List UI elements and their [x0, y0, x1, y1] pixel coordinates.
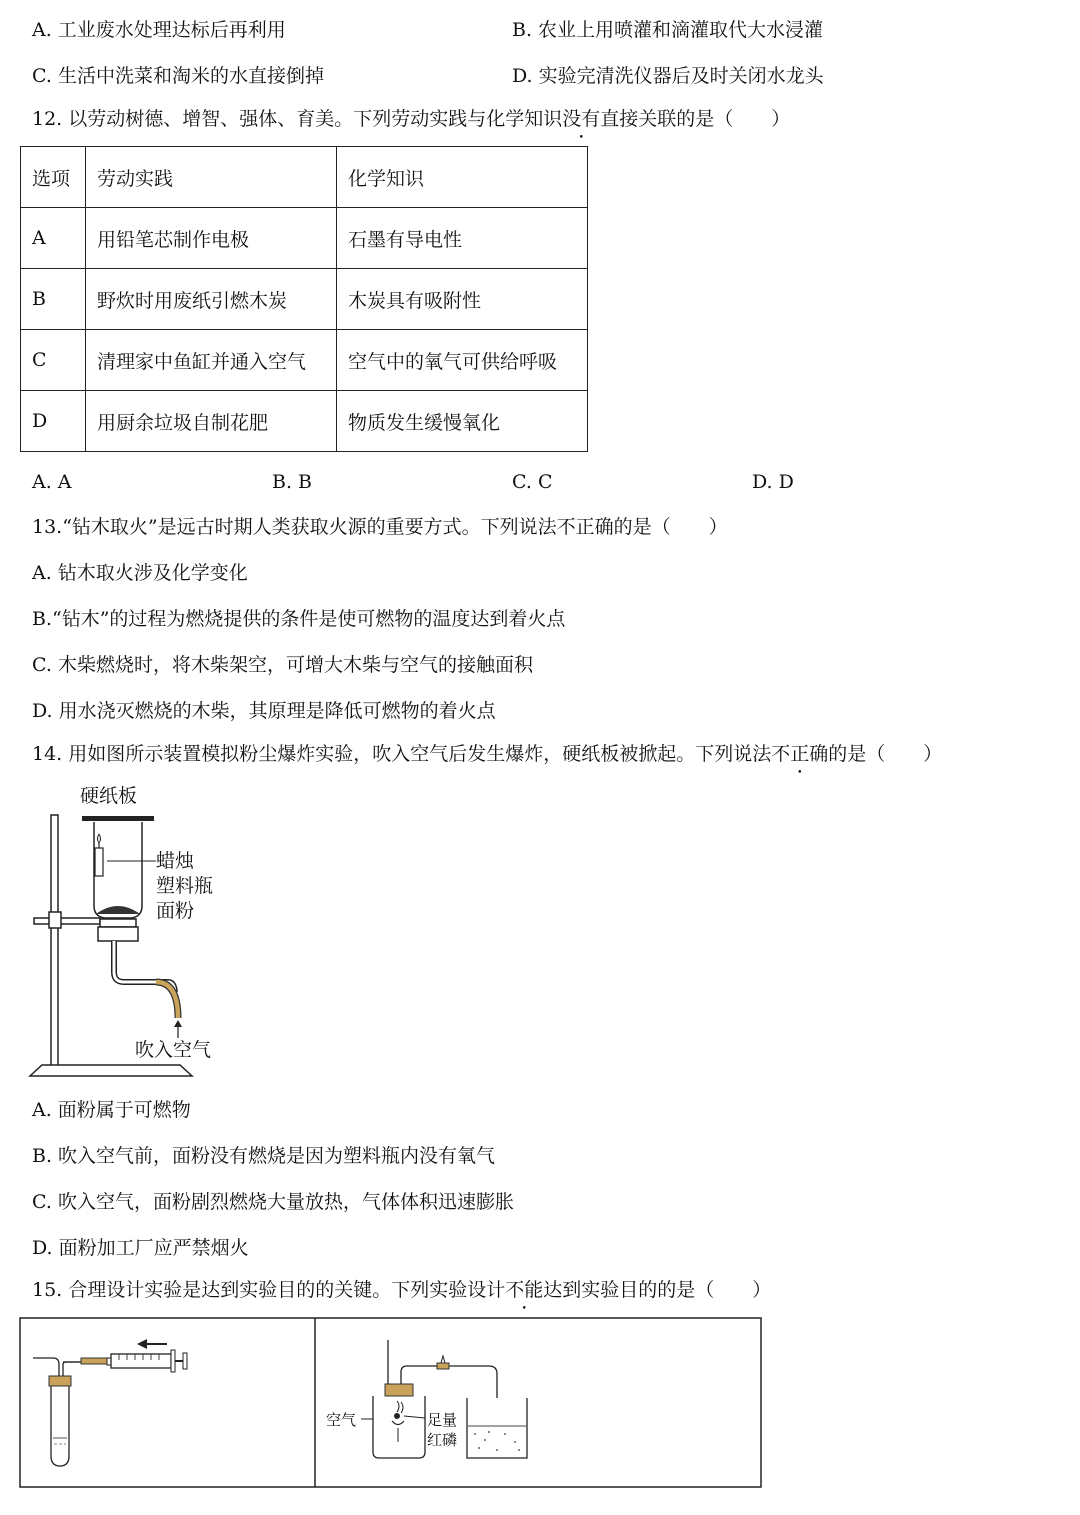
q15-experiment-figures	[19, 1316, 764, 1490]
table-row	[21, 208, 588, 269]
table-cell: 用铅笔芯制作电极	[86, 208, 337, 269]
fig-label-air-bottle: 空气	[326, 1411, 357, 1429]
table-cell: 空气中的氧气可供给呼吸	[337, 330, 588, 391]
q14-option-c: C. 吹入空气，面粉剧烈燃烧大量放热，气体体积迅速膨胀	[32, 1191, 514, 1213]
q12-choice-b: B. B	[272, 471, 313, 493]
fig-label-enough: 足量	[427, 1411, 458, 1429]
table-cell: 野炊时用废纸引燃木炭	[86, 269, 337, 330]
fig-label-red-phosphorus: 红磷	[427, 1431, 458, 1449]
q13-stem: 13.“钻木取火”是远古时期人类获取火源的重要方式。下列说法不正确的是（ ）	[32, 516, 728, 538]
q14-stem-part2: 的是（ ）	[828, 743, 943, 765]
q12-choice-a: A. A	[32, 471, 72, 493]
table-cell: 石墨有导电性	[337, 208, 588, 269]
q12-stem-part1: 12. 以劳动树德、增智、强体、育美。下列劳动实践与化学知识	[32, 108, 563, 130]
q11-option-a: A. 工业废水处理达标后再利用	[32, 19, 286, 41]
table-header: 化学知识	[337, 147, 588, 208]
table-cell: C	[21, 330, 86, 391]
table-cell: 木炭具有吸附性	[337, 269, 588, 330]
q12-choice-d: D. D	[752, 471, 794, 493]
table-header-row	[21, 147, 588, 208]
table-row	[21, 330, 588, 391]
q15-stem-emphasis: 不能	[505, 1279, 544, 1301]
syringe-test-tube-diagram	[33, 1339, 187, 1466]
table-row	[21, 391, 588, 452]
q14-stem-part1: 14. 用如图所示装置模拟粉尘爆炸实验，吹入空气后发生爆炸，硬纸板被掀起。下列说法	[32, 743, 772, 765]
q14-option-a: A. 面粉属于可燃物	[32, 1099, 191, 1121]
q12-stem-part2: 直接关联的是（ ）	[600, 108, 791, 130]
q11-option-b: B. 农业上用喷灌和滴灌取代大水浸灌	[512, 19, 824, 41]
table-header: 选项	[21, 147, 86, 208]
fig-label-candle: 蜡烛	[156, 850, 195, 872]
table-cell: 清理家中鱼缸并通入空气	[86, 330, 337, 391]
fig-label-air: 吹入空气	[135, 1039, 212, 1061]
q14-option-d: D. 面粉加工厂应严禁烟火	[32, 1237, 249, 1259]
table-cell: B	[21, 269, 86, 330]
table-cell: 物质发生缓慢氧化	[337, 391, 588, 452]
table-cell: D	[21, 391, 86, 452]
table-row	[21, 269, 588, 330]
q12-table	[20, 146, 588, 452]
q12-stem-emphasis: 没有	[562, 108, 601, 130]
q13-option-b: B.“钻木”的过程为燃烧提供的条件是使可燃物的温度达到着火点	[32, 608, 566, 630]
dust-explosion-apparatus-figure	[28, 782, 228, 1082]
q12-stem	[32, 107, 790, 131]
fig-label-bottle: 塑料瓶	[156, 875, 214, 897]
fig-label-flour: 面粉	[156, 900, 195, 922]
q14-stem	[32, 742, 942, 766]
q13-option-a: A. 钻木取火涉及化学变化	[32, 562, 248, 584]
q15-stem	[32, 1278, 771, 1302]
table-header: 劳动实践	[86, 147, 337, 208]
q11-option-c: C. 生活中洗菜和淘米的水直接倒掉	[32, 65, 324, 87]
q11-option-d: D. 实验完清洗仪器后及时关闭水龙头	[512, 65, 824, 87]
table-cell: 用厨余垃圾自制花肥	[86, 391, 337, 452]
q15-stem-part1: 15. 合理设计实验是达到实验目的的关键。下列实验设计	[32, 1279, 506, 1301]
q13-option-d: D. 用水浇灭燃烧的木柴，其原理是降低可燃物的着火点	[32, 700, 496, 722]
q12-choice-c: C. C	[512, 471, 553, 493]
q13-option-c: C. 木柴燃烧时，将木柴架空，可增大木柴与空气的接触面积	[32, 654, 533, 676]
q14-option-b: B. 吹入空气前，面粉没有燃烧是因为塑料瓶内没有氧气	[32, 1145, 496, 1167]
q15-stem-part2: 达到实验目的的是（ ）	[543, 1279, 772, 1301]
table-cell: A	[21, 208, 86, 269]
q14-stem-emphasis: 不正确	[771, 743, 829, 765]
fig-label-board: 硬纸板	[80, 785, 138, 807]
